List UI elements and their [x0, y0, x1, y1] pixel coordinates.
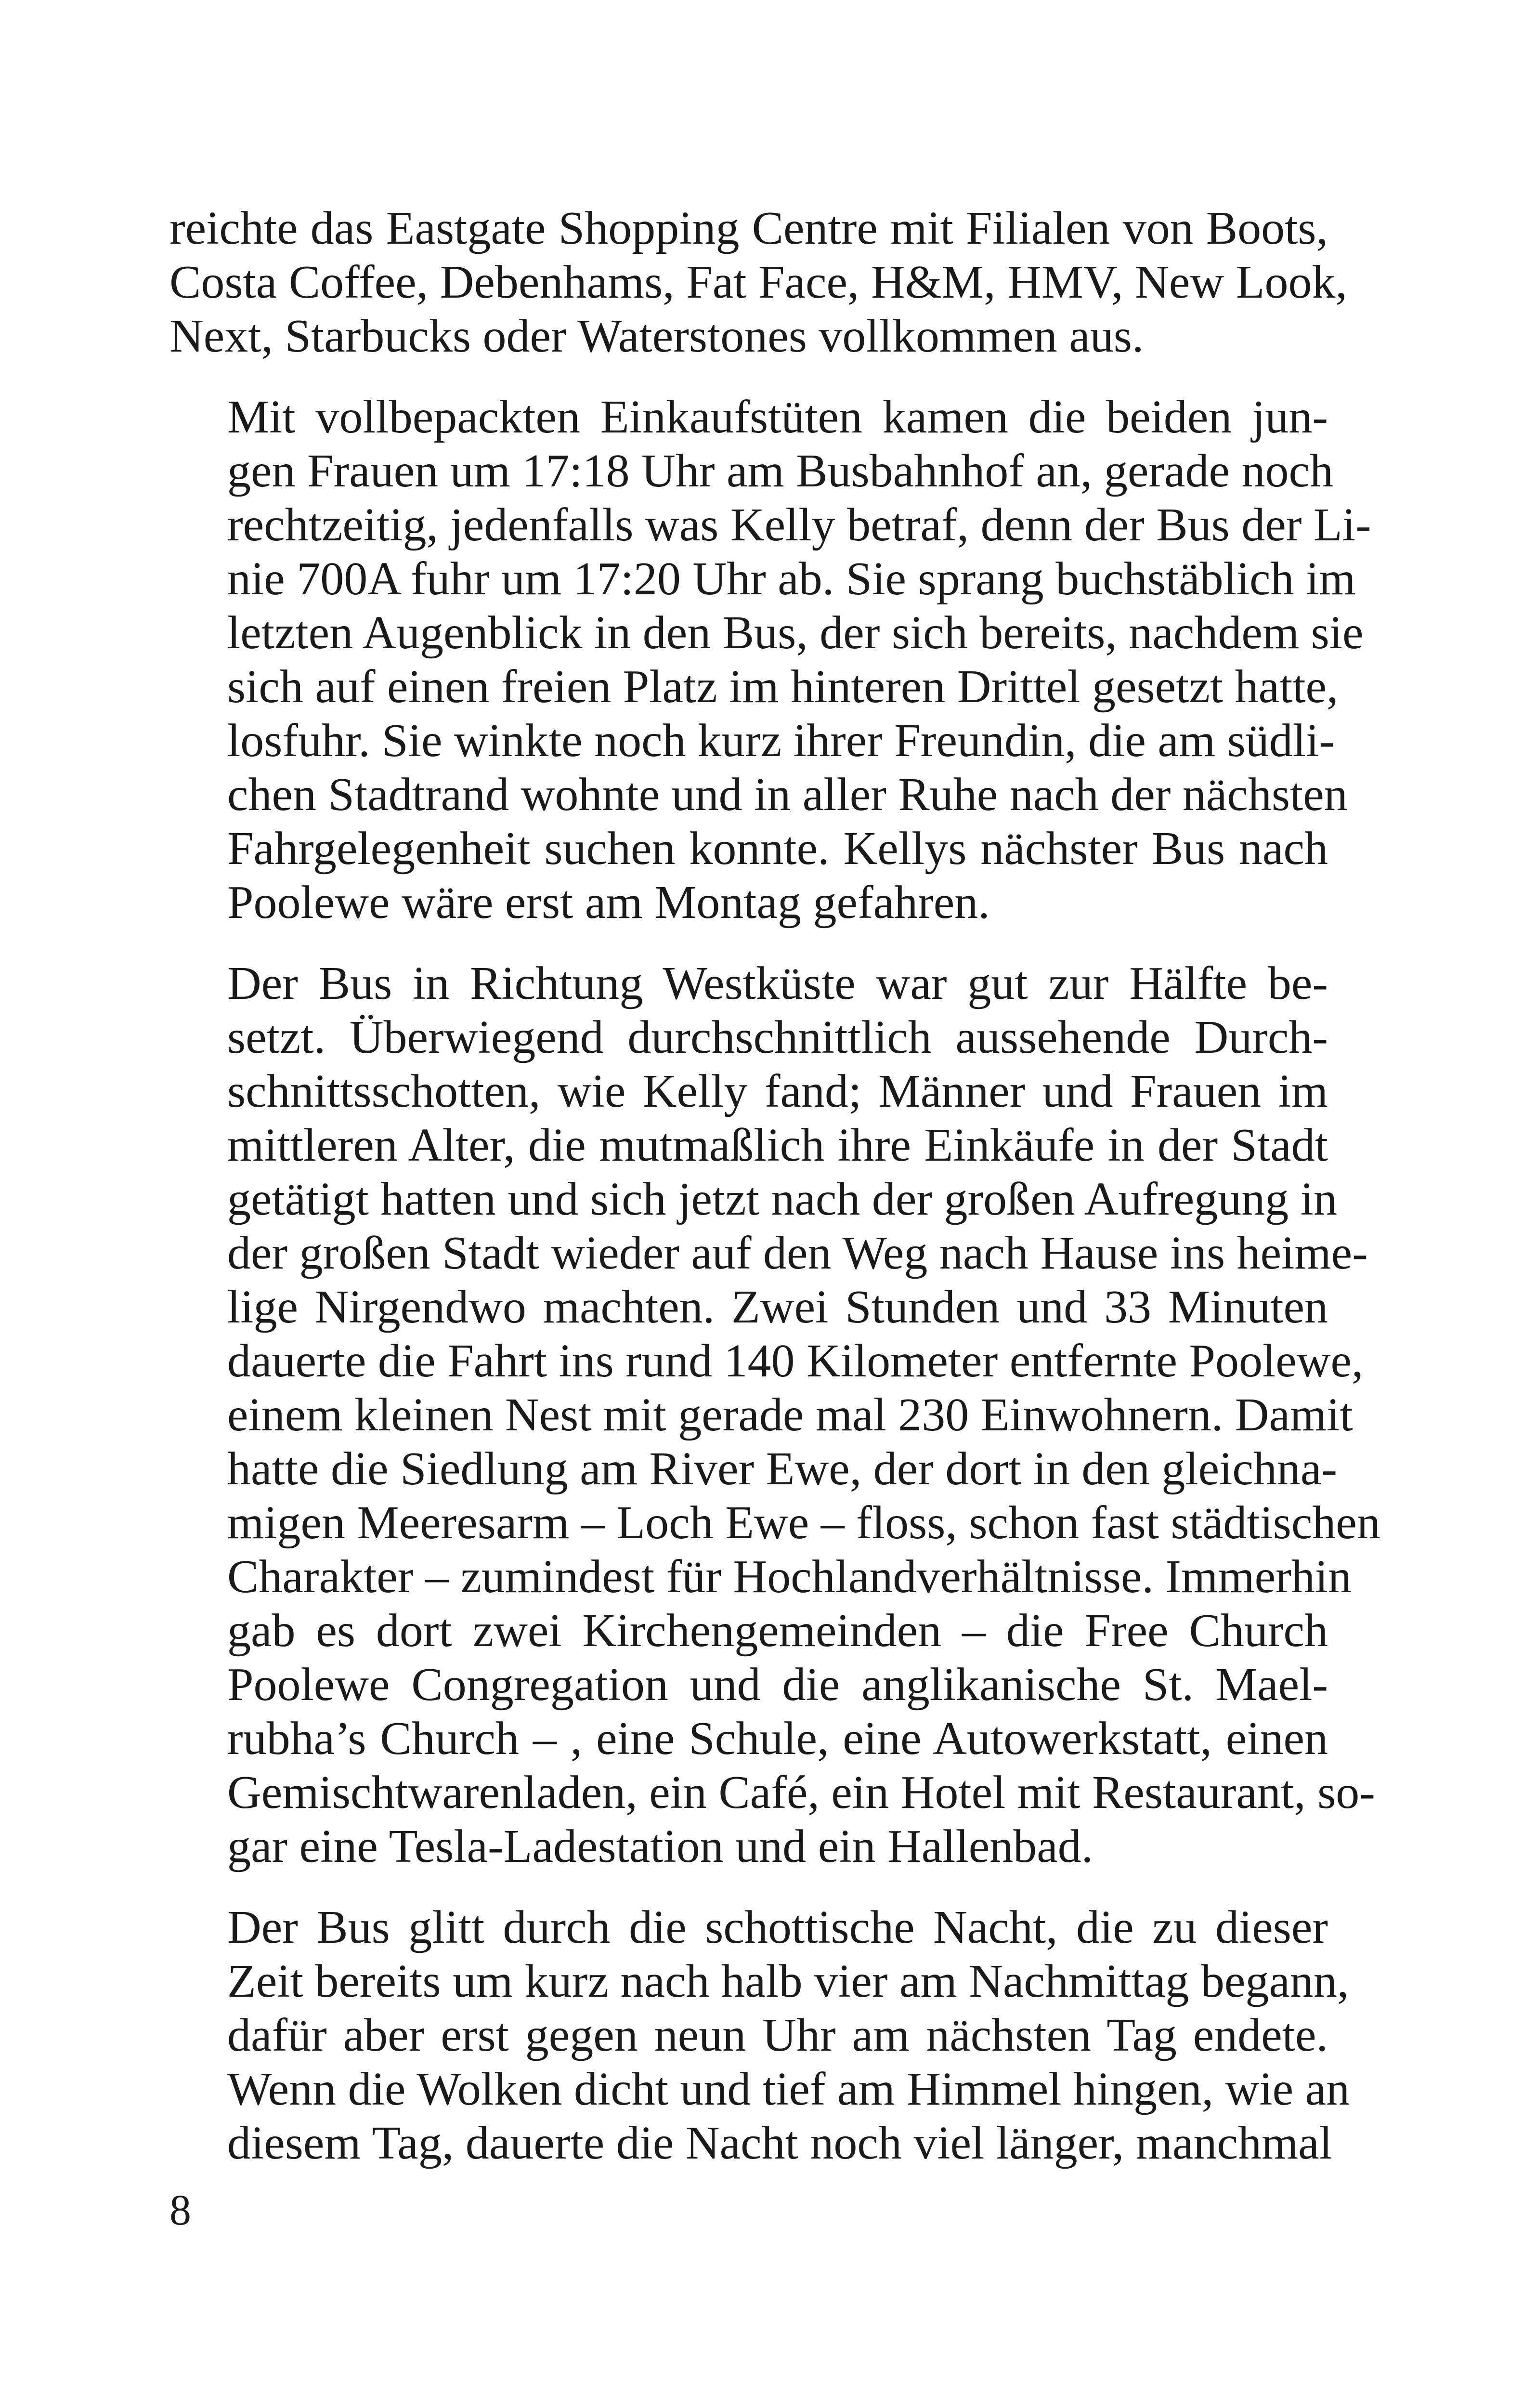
text-line: rubha’s Church – , eine Schule, eine Autowerkstatt, einen: [227, 1713, 1328, 1765]
text-line: sich auf einen freien Platz im hinteren Drittel gesetzt hatte,: [227, 661, 1339, 713]
text-line: letzten Augenblick in den Bus, der sich bereits, nachdem sie: [227, 607, 1364, 659]
text-line: losfuhr. Sie winkte noch kurz ihrer Freundin, die am südli-: [227, 715, 1335, 767]
text-line: Gemischtwarenladen, ein Café, ein Hotel mit Restaurant, so-: [227, 1767, 1375, 1819]
text-line: lige Nirgendwo machten. Zwei Stunden und 33 Minuten: [227, 1281, 1328, 1333]
text-line: Der Bus glitt durch die schottische Nacht, die zu dieser: [227, 1901, 1328, 1953]
text-line: mittleren Alter, die mutmaßlich ihre Einkäufe in der Stadt: [227, 1119, 1328, 1171]
text-line: nie 700A fuhr um 17:20 Uhr ab. Sie sprang buchstäblich im: [227, 553, 1356, 605]
paragraph: [169, 201, 1348, 363]
text-line: Costa Coffee, Debenhams, Fat Face, H&M, HMV, New Look,: [169, 256, 1348, 308]
text-line: Der Bus in Richtung Westküste war gut zur Hälfte be-: [227, 957, 1328, 1009]
text-line: Charakter – zumindest für Hochlandverhältnisse. Immerhin: [227, 1551, 1352, 1603]
text-line: einem kleinen Nest mit gerade mal 230 Einwohnern. Damit: [227, 1389, 1353, 1441]
text-line: Poolewe wäre erst am Montag gefahren.: [227, 877, 990, 929]
text-line: migen Meeresarm – Loch Ewe – floss, schon fast städtischen: [227, 1497, 1380, 1549]
text-line: gab es dort zwei Kirchengemeinden – die Free Church: [227, 1605, 1328, 1657]
text-line: Mit vollbepackten Einkaufstüten kamen die beiden jun-: [227, 391, 1328, 443]
text-line: gen Frauen um 17:18 Uhr am Busbahnhof an, gerade noch: [227, 445, 1333, 497]
body-text: [169, 201, 1380, 2197]
text-line: Zeit bereits um kurz nach halb vier am Nachmittag begann,: [227, 1955, 1349, 2007]
text-line: gar eine Tesla-Ladestation und ein Hallenbad.: [227, 1820, 1093, 1872]
text-line: Fahrgelegenheit suchen konnte. Kellys nächster Bus nach: [227, 823, 1328, 875]
page-number: 8: [169, 2186, 191, 2234]
paragraph: [169, 1900, 1350, 2170]
text-line: hatte die Siedlung am River Ewe, der dort in den gleichna-: [227, 1443, 1338, 1495]
text-line: chen Stadtrand wohnte und in aller Ruhe nach der nächsten: [227, 769, 1348, 821]
text-line: dauerte die Fahrt ins rund 140 Kilometer entfernte Poolewe,: [227, 1335, 1364, 1387]
text-line: der großen Stadt wieder auf den Weg nach Hause ins heime-: [227, 1227, 1368, 1279]
text-line: getätigt hatten und sich jetzt nach der großen Aufregung in: [227, 1173, 1338, 1225]
text-line: schnittsschotten, wie Kelly fand; Männer und Frauen im: [227, 1065, 1328, 1117]
text-line: reichte das Eastgate Shopping Centre mit Filialen von Boots,: [169, 202, 1328, 254]
text-line: dafür aber erst gegen neun Uhr am nächsten Tag endete.: [227, 2009, 1328, 2061]
text-line: setzt. Überwiegend durchschnittlich aussehende Durch-: [227, 1011, 1328, 1063]
text-line: diesem Tag, dauerte die Nacht noch viel länger, manchmal: [227, 2117, 1332, 2169]
text-line: rechtzeitig, jedenfalls was Kelly betraf, denn der Bus der Li-: [227, 499, 1371, 551]
text-line: Poolewe Congregation und die anglikanische St. Mael-: [227, 1659, 1328, 1711]
paragraph: [169, 956, 1380, 1873]
text-line: Wenn die Wolken dicht und tief am Himmel hingen, wie an: [227, 2063, 1350, 2115]
paragraph: [169, 390, 1371, 929]
text-line: Next, Starbucks oder Waterstones vollkommen aus.: [169, 310, 1144, 362]
